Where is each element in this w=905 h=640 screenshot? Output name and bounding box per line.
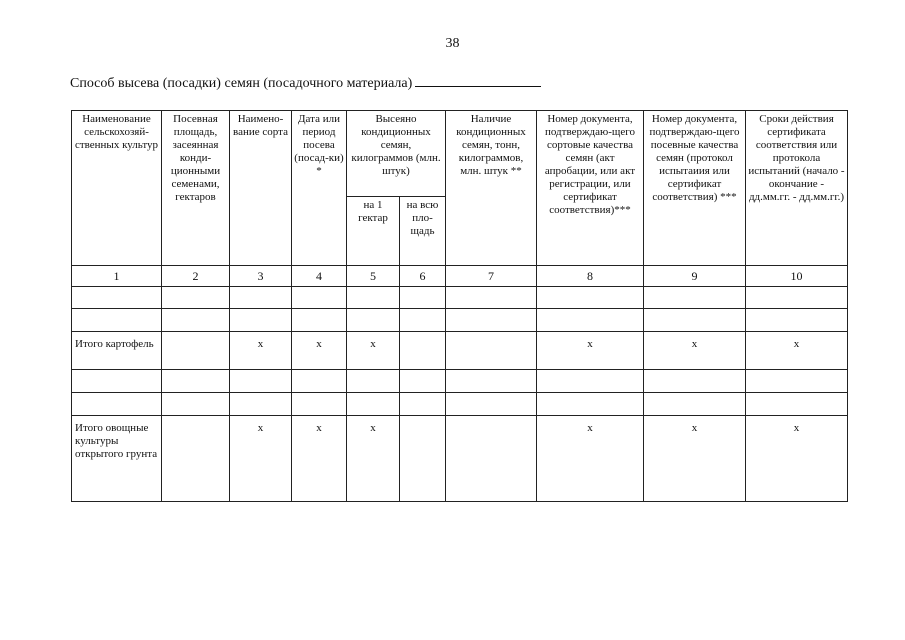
crop-name-cell xyxy=(72,332,162,370)
table-row xyxy=(72,287,848,309)
table-cell[interactable] xyxy=(537,370,644,393)
sowing-report-table xyxy=(71,110,848,502)
crop-name-cell[interactable] xyxy=(72,309,162,332)
cell-value: x xyxy=(587,338,593,350)
column-number: 8 xyxy=(537,266,644,287)
cell-value: x xyxy=(691,338,698,350)
sowing-method-line xyxy=(70,74,541,92)
table-cell[interactable] xyxy=(644,287,746,309)
header-sown-seeds: Высеяно кондиционных семян, килограммов (млн. штук) xyxy=(347,111,446,197)
table-cell[interactable] xyxy=(400,393,446,416)
table-cell xyxy=(347,332,400,370)
header-per-hectare: на 1 гектар xyxy=(347,197,400,266)
table-cell[interactable] xyxy=(230,370,292,393)
column-number: 5 xyxy=(347,266,400,287)
crop-name-text: Итого картофель xyxy=(75,338,154,350)
header-variety: Наимено-вание сорта xyxy=(230,111,292,266)
column-number: 2 xyxy=(162,266,230,287)
cell-value: x xyxy=(257,338,264,350)
crop-name-cell[interactable] xyxy=(72,393,162,416)
header-doc-varietal: Номер документа, подтверждаю-щего сортовые качества семян (акт апробации, или акт регистрации, или сертификат соответствия)*** xyxy=(537,111,644,266)
table-cell xyxy=(347,416,400,502)
table-cell[interactable] xyxy=(347,309,400,332)
column-number-row xyxy=(72,266,848,287)
table-cell[interactable] xyxy=(400,370,446,393)
table-row-total-vegetables xyxy=(72,416,848,502)
table-cell[interactable] xyxy=(400,287,446,309)
table-cell[interactable] xyxy=(537,393,644,416)
cell-value: x xyxy=(316,338,322,350)
cell-value: x xyxy=(370,422,376,434)
table-cell xyxy=(292,416,347,502)
table-cell[interactable] xyxy=(644,370,746,393)
table-cell[interactable] xyxy=(347,393,400,416)
table-row-total-potato xyxy=(72,332,848,370)
table-cell xyxy=(230,332,292,370)
cell-value: x xyxy=(370,338,376,350)
table-cell[interactable] xyxy=(162,309,230,332)
column-number: 7 xyxy=(446,266,537,287)
table-cell xyxy=(537,416,644,502)
table-cell[interactable] xyxy=(162,287,230,309)
table-cell xyxy=(537,332,644,370)
table-cell[interactable] xyxy=(400,416,446,502)
table-cell xyxy=(746,416,848,502)
page-number: 38 xyxy=(445,36,460,51)
cell-value: x xyxy=(587,422,593,434)
table-cell[interactable] xyxy=(446,309,537,332)
table-cell[interactable] xyxy=(162,370,230,393)
column-number: 4 xyxy=(292,266,347,287)
table-cell[interactable] xyxy=(746,393,848,416)
table-cell[interactable] xyxy=(746,309,848,332)
table-cell[interactable] xyxy=(347,287,400,309)
table-row xyxy=(72,309,848,332)
header-sown-area: Посевная площадь, засеянная конди-ционными семенами, гектаров xyxy=(162,111,230,266)
table-cell[interactable] xyxy=(292,309,347,332)
table-row xyxy=(72,370,848,393)
table-cell[interactable] xyxy=(446,416,537,502)
column-number: 1 xyxy=(72,266,162,287)
crop-name-text: Итого овощные культуры открытого грунта xyxy=(75,422,158,460)
cell-value: x xyxy=(793,338,800,350)
table-cell[interactable] xyxy=(644,309,746,332)
table-cell xyxy=(644,332,746,370)
header-availability: Наличие кондиционных семян, тонн, килограммов, млн. штук ** xyxy=(446,111,537,266)
table-cell[interactable] xyxy=(162,332,230,370)
table-row xyxy=(72,393,848,416)
sowing-method-blank[interactable] xyxy=(415,74,541,87)
crop-name-cell xyxy=(72,416,162,502)
header-doc-sowing: Номер документа, подтверждаю-щего посевные качества семян (протокол испытаиия или сертификат соответствия) *** xyxy=(644,111,746,266)
column-number: 10 xyxy=(746,266,848,287)
table-cell[interactable] xyxy=(162,393,230,416)
column-number: 3 xyxy=(230,266,292,287)
sowing-method-label: Способ высева (посадки) семян (посадочного материала) xyxy=(70,76,413,91)
table-cell[interactable] xyxy=(537,309,644,332)
table-cell[interactable] xyxy=(446,332,537,370)
table-cell[interactable] xyxy=(746,370,848,393)
table-cell xyxy=(746,332,848,370)
header-validity: Сроки действия сертификата соответствия или протокола испытаний (начало - окончание - дд.мм.гг. - дд.мм.гг.) xyxy=(746,111,848,266)
table-cell[interactable] xyxy=(446,287,537,309)
table-cell xyxy=(644,416,746,502)
table-cell[interactable] xyxy=(400,332,446,370)
cell-value: x xyxy=(257,422,264,434)
table-cell[interactable] xyxy=(537,287,644,309)
crop-name-cell[interactable] xyxy=(72,287,162,309)
table-cell[interactable] xyxy=(292,287,347,309)
table-cell xyxy=(230,416,292,502)
table-cell[interactable] xyxy=(230,309,292,332)
crop-name-cell[interactable] xyxy=(72,370,162,393)
table-cell[interactable] xyxy=(230,287,292,309)
header-sowing-date: Дата или период посева (посад-ки) * xyxy=(292,111,347,266)
header-crop-name: Наименование сельскохозяй-ственных культур xyxy=(72,111,162,266)
table-cell[interactable] xyxy=(446,370,537,393)
table-cell[interactable] xyxy=(230,393,292,416)
table-cell[interactable] xyxy=(347,370,400,393)
cell-value: x xyxy=(691,422,698,434)
table-cell[interactable] xyxy=(292,370,347,393)
table-cell[interactable] xyxy=(746,287,848,309)
table-cell[interactable] xyxy=(446,393,537,416)
column-number: 6 xyxy=(400,266,446,287)
column-number: 9 xyxy=(644,266,746,287)
table-cell[interactable] xyxy=(162,416,230,502)
cell-value: x xyxy=(793,422,800,434)
table-cell[interactable] xyxy=(292,393,347,416)
cell-value: x xyxy=(316,422,322,434)
table-cell[interactable] xyxy=(400,309,446,332)
table-cell xyxy=(292,332,347,370)
header-whole-area: на всю пло-щадь xyxy=(400,197,446,266)
table-cell[interactable] xyxy=(644,393,746,416)
